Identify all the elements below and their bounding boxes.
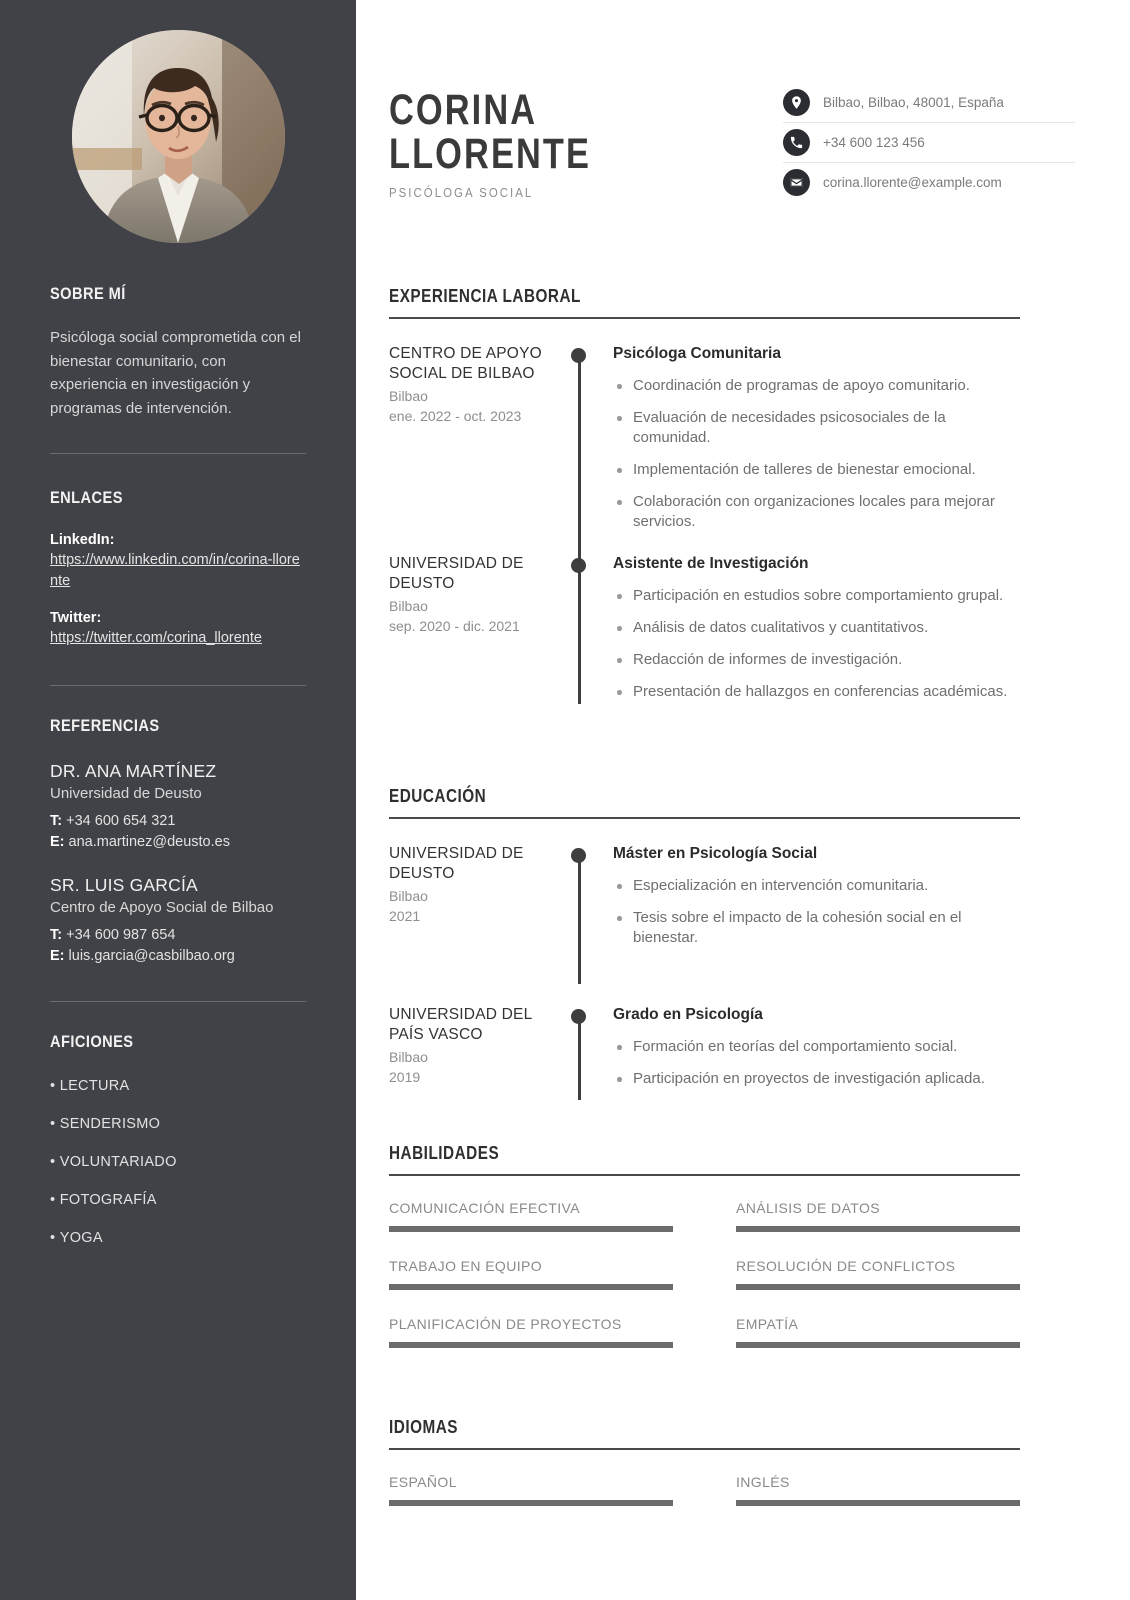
hobbies-heading: AFICIONES <box>50 1031 134 1051</box>
hobby-item: • SENDERISMO <box>50 1115 161 1132</box>
experience-entry <box>389 344 1020 544</box>
contact-location-text: Bilbao, Bilbao, 48001, España <box>823 94 1004 110</box>
entry-dates: 2019 <box>389 1069 421 1085</box>
timeline-line <box>578 564 581 704</box>
reference-phone-value: +34 600 987 654 <box>66 926 176 943</box>
hobby-label: LECTURA <box>59 1077 130 1094</box>
skills-column-right <box>736 1199 1020 1373</box>
education-entry <box>389 844 1020 960</box>
entry-meta <box>389 554 579 714</box>
reference-email <box>50 832 306 853</box>
hobby-label: SENDERISMO <box>59 1115 161 1132</box>
contact-location[interactable] <box>783 82 1075 122</box>
sidebar <box>0 0 356 1600</box>
entry-bullets <box>613 376 1020 532</box>
link-item <box>50 608 306 649</box>
references-section <box>50 716 306 967</box>
profile-photo-container <box>0 0 356 243</box>
contact-email[interactable] <box>783 162 1075 202</box>
references-heading: REFERENCIAS <box>50 715 160 735</box>
reference-name: DR. ANA MARTÍNEZ <box>50 760 217 781</box>
about-heading: SOBRE MÍ <box>50 284 126 303</box>
bullet-item: Presentación de hallazgos en conferencias académicas. <box>613 682 1020 702</box>
bullet-item: Análisis de datos cualitativos y cuantitativos. <box>613 618 1020 638</box>
entry-title: Grado en Psicología <box>613 1006 763 1023</box>
hobby-item: • VOLUNTARIADO <box>50 1153 177 1170</box>
hobby-label: VOLUNTARIADO <box>59 1153 177 1170</box>
divider <box>50 453 306 454</box>
skills-column-left <box>389 1199 673 1373</box>
links-heading: ENLACES <box>50 488 123 507</box>
skill-label: TRABAJO EN EQUIPO <box>389 1258 543 1274</box>
entry-city: Bilbao <box>389 388 428 404</box>
entry-body <box>579 1005 1020 1101</box>
entry-org: UNIVERSIDAD DE DEUSTO <box>389 845 524 882</box>
section-rule <box>389 1174 1020 1176</box>
entry-bullets <box>613 586 1020 702</box>
skill-item <box>736 1257 1020 1290</box>
reference-phone-label: T: <box>50 812 63 829</box>
skill-item <box>389 1199 673 1232</box>
reference-email <box>50 946 306 967</box>
entry-org: UNIVERSIDAD DEL PAÍS VASCO <box>389 1006 532 1043</box>
hobby-item: • YOGA <box>50 1229 103 1246</box>
hobby-item: • FOTOGRAFÍA <box>50 1191 157 1208</box>
language-item <box>736 1473 1020 1506</box>
skill-item <box>736 1315 1020 1348</box>
entry-body <box>579 844 1020 960</box>
first-name: CORINA <box>389 86 538 134</box>
job-role: PSICÓLOGA SOCIAL <box>389 185 534 200</box>
hobby-item: • LECTURA <box>50 1077 130 1094</box>
languages-heading: IDIOMAS <box>389 1417 459 1437</box>
skill-progress-bar <box>389 1342 673 1348</box>
entry-dates: ene. 2022 - oct. 2023 <box>389 408 522 424</box>
reference-item <box>50 759 306 853</box>
languages-column-right <box>736 1473 1020 1531</box>
language-label: INGLÉS <box>736 1474 790 1490</box>
education-heading: EDUCACIÓN <box>389 786 487 806</box>
language-item <box>389 1473 673 1506</box>
main-content <box>356 0 1130 1600</box>
skill-progress-bar <box>736 1226 1020 1232</box>
entry-body <box>579 554 1020 714</box>
reference-email-value: luis.garcia@casbilbao.org <box>68 947 235 964</box>
reference-name: SR. LUIS GARCÍA <box>50 874 198 895</box>
links-section <box>50 488 306 649</box>
hobby-label: YOGA <box>59 1229 103 1246</box>
skills-heading: HABILIDADES <box>389 1143 500 1163</box>
contact-list <box>783 82 1075 202</box>
contact-phone-text: +34 600 123 456 <box>823 135 925 150</box>
link-label-linkedin: LinkedIn: <box>50 532 115 548</box>
skill-label: EMPATÍA <box>736 1316 799 1332</box>
entry-title: Psicóloga Comunitaria <box>613 345 781 362</box>
bullet-item: Participación en estudios sobre comportamiento grupal. <box>613 586 1020 606</box>
entry-org: CENTRO DE APOYO SOCIAL DE BILBAO <box>389 345 542 382</box>
entry-city: Bilbao <box>389 1049 428 1065</box>
section-rule <box>389 817 1020 819</box>
bullet-item: Implementación de talleres de bienestar emocional. <box>613 460 1020 480</box>
entry-bullets <box>613 1037 1020 1089</box>
skills-section <box>389 1143 1075 1373</box>
skill-label: ANÁLISIS DE DATOS <box>736 1200 880 1216</box>
hobbies-list <box>50 1076 306 1249</box>
language-progress-bar <box>736 1500 1020 1506</box>
reference-org: Centro de Apoyo Social de Bilbao <box>50 898 274 916</box>
page-title <box>389 88 642 200</box>
bullet-item: Tesis sobre el impacto de la cohesión social en el bienestar. <box>613 908 1020 948</box>
language-label: ESPAÑOL <box>389 1474 457 1490</box>
entry-city: Bilbao <box>389 598 428 614</box>
reference-phone <box>50 925 306 946</box>
about-text: Psicóloga social comprometida con el bienestar comunitario, con experiencia en investigación y programas de intervención. <box>50 329 301 417</box>
languages-section <box>389 1417 1075 1531</box>
entry-bullets <box>613 876 1020 948</box>
last-name: LLORENTE <box>389 130 592 178</box>
section-rule <box>389 1448 1020 1450</box>
entry-meta <box>389 1005 579 1101</box>
bullet-item: Especialización en intervención comunitaria. <box>613 876 1020 896</box>
link-url-linkedin[interactable]: https://www.linkedin.com/in/corina-llorente <box>50 552 300 589</box>
skills-grid <box>389 1199 1020 1373</box>
divider <box>50 685 306 686</box>
link-label-twitter: Twitter: <box>50 610 102 626</box>
timeline-line <box>578 354 581 562</box>
avatar <box>72 30 285 243</box>
experience-entry <box>389 554 1020 714</box>
timeline-line <box>578 854 581 984</box>
skill-item <box>389 1257 673 1290</box>
reference-phone-value: +34 600 654 321 <box>66 812 176 829</box>
bullet-item: Formación en teorías del comportamiento social. <box>613 1037 1020 1057</box>
bullet-item: Colaboración con organizaciones locales para mejorar servicios. <box>613 492 1020 532</box>
contact-phone[interactable] <box>783 122 1075 162</box>
section-rule <box>389 317 1020 319</box>
entry-title: Asistente de Investigación <box>613 555 809 572</box>
skill-progress-bar <box>736 1284 1020 1290</box>
education-entry <box>389 1005 1020 1101</box>
skill-label: PLANIFICACIÓN DE PROYECTOS <box>389 1316 622 1332</box>
bullet-item: Participación en proyectos de investigación aplicada. <box>613 1069 1020 1089</box>
skill-progress-bar <box>389 1284 673 1290</box>
skill-item <box>736 1199 1020 1232</box>
experience-section <box>389 286 1075 714</box>
reference-email-value: ana.martinez@deusto.es <box>68 833 230 850</box>
entry-meta <box>389 344 579 544</box>
entry-meta <box>389 844 579 960</box>
link-url-twitter[interactable]: https://twitter.com/corina_llorente <box>50 630 262 646</box>
bullet-item: Coordinación de programas de apoyo comunitario. <box>613 376 1020 396</box>
reference-phone-label: T: <box>50 926 63 943</box>
email-icon <box>783 169 810 196</box>
entry-dates: 2021 <box>389 908 421 924</box>
language-progress-bar <box>389 1500 673 1506</box>
reference-org: Universidad de Deusto <box>50 784 202 802</box>
skill-progress-bar <box>389 1226 673 1232</box>
divider <box>50 1001 306 1002</box>
skill-label: RESOLUCIÓN DE CONFLICTOS <box>736 1258 956 1274</box>
hobbies-section <box>50 1032 306 1249</box>
contact-email-text: corina.llorente@example.com <box>823 175 1002 190</box>
reference-email-label: E: <box>50 947 65 964</box>
languages-grid <box>389 1473 1020 1531</box>
hobby-label: FOTOGRAFÍA <box>59 1191 157 1208</box>
about-section <box>50 284 306 420</box>
experience-heading: EXPERIENCIA LABORAL <box>389 286 581 306</box>
timeline-line <box>578 1015 581 1100</box>
reference-email-label: E: <box>50 833 65 850</box>
entry-title: Máster en Psicología Social <box>613 845 818 862</box>
skill-label: COMUNICACIÓN EFECTIVA <box>389 1200 580 1216</box>
entry-org: UNIVERSIDAD DE DEUSTO <box>389 555 524 592</box>
bullet-item: Redacción de informes de investigación. <box>613 650 1020 670</box>
entry-city: Bilbao <box>389 888 428 904</box>
skill-progress-bar <box>736 1342 1020 1348</box>
sidebar-content <box>0 284 356 1249</box>
profile-photo-icon <box>72 30 285 243</box>
reference-item <box>50 873 306 967</box>
reference-phone <box>50 811 306 832</box>
link-item <box>50 530 306 591</box>
phone-icon <box>783 129 810 156</box>
education-section <box>389 786 1075 1101</box>
skill-item <box>389 1315 673 1348</box>
entry-dates: sep. 2020 - dic. 2021 <box>389 618 520 634</box>
languages-column-left <box>389 1473 673 1531</box>
location-pin-icon <box>783 89 810 116</box>
entry-body <box>579 344 1020 544</box>
bullet-item: Evaluación de necesidades psicosociales de la comunidad. <box>613 408 1020 448</box>
